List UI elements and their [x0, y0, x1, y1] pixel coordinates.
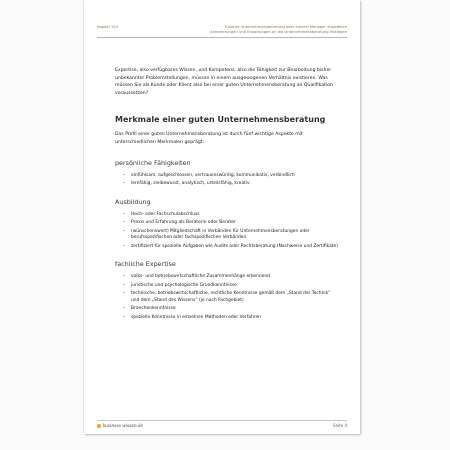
list-item: [115, 212, 340, 219]
expertise-list: [115, 274, 340, 321]
list-item: [115, 283, 340, 290]
dash-bullet: –: [123, 314, 126, 320]
header-title-line-2: Anforderungen und Erwartungen an die Unternehmensberatung festlegen: [210, 29, 347, 34]
page-footer: [97, 423, 347, 431]
dash-bullet: –: [123, 228, 126, 234]
logo-dot-icon: [97, 424, 101, 428]
list-item-text: juristische und psychologische Grundkenntnisse: [131, 282, 237, 288]
page-content: [115, 67, 340, 323]
group-heading-education: Ausbildung: [115, 197, 151, 206]
dash-bullet: –: [123, 274, 126, 280]
header-title-line-1: Externe Unternehmensberatung oder Interim Manager auswählen: [225, 25, 347, 29]
list-item: [115, 220, 340, 227]
list-item-text: (wünschenswert) Mitgliedschaft in Verbänden für Unternehmensberatungen oder berufsspezifischen oder fachspezifischen Verbänden: [131, 228, 310, 241]
education-list: [115, 212, 340, 251]
group-heading-personal-skills: persönliche Fähigkeiten: [115, 158, 191, 167]
dash-bullet: –: [123, 243, 126, 249]
document-page: [84, 0, 360, 434]
chapter-label: Kapitel 154: [97, 25, 118, 29]
list-item-text: einfühlsam, aufgeschlossen, vertrauenswürdig, kommunikativ, verbindlich: [131, 172, 295, 178]
footer-divider: [97, 420, 347, 421]
section-lead-paragraph: Das Profil einer guten Unternehmensberatung ist durch fünf wichtige Aspekte mit unterschiedlichen Merkmalen geprägt:: [115, 132, 303, 145]
list-item: [115, 274, 340, 281]
dash-bullet: –: [123, 211, 126, 217]
section-heading: Merkmale einer guten Unternehmensberatung: [115, 115, 326, 125]
list-item: [115, 315, 340, 322]
list-item-text: Hoch- oder Fachschulabschluss: [131, 211, 200, 217]
personal-skills-list: [115, 173, 340, 188]
logo-text: business-wissen.de: [102, 423, 144, 428]
group-heading-expertise: fachliche Expertise: [115, 260, 176, 269]
page-number: Seite 4: [333, 423, 347, 428]
list-item-text: Branchenkenntnisse: [131, 306, 176, 312]
list-item-text: zertifiziert für spezielle Aufgaben wie Audits oder Rechtsberatung (Nachweise und Zertifikate): [131, 243, 338, 249]
dash-bullet: –: [123, 220, 126, 226]
list-item-text: lernfähig, zielbewusst, analytisch, urteilsfähig, kreativ: [131, 181, 250, 187]
list-item: [115, 291, 340, 304]
list-item-text: volks- und betriebswirtschaftliche Zusammenhänge erkennend: [131, 274, 270, 280]
list-item: [115, 244, 340, 251]
list-item: [115, 229, 340, 242]
dash-bullet: –: [123, 282, 126, 288]
page-header: [97, 25, 347, 41]
list-item-text: technische, betriebswirtschaftliche, rechtliche Kenntnisse gemäß dem „Stand der Technik“ und dem „Stand des Wissens“ (je nach Fachgebiet): [131, 291, 331, 303]
list-item: [115, 173, 340, 180]
list-item: [115, 181, 340, 188]
list-item-text: spezielle Kenntnisse in einzelnen Methoden oder Verfahren: [131, 314, 261, 320]
dash-bullet: –: [123, 181, 126, 187]
header-divider: [97, 37, 347, 38]
dash-bullet: –: [123, 291, 126, 297]
dash-bullet: –: [123, 172, 126, 178]
dash-bullet: –: [123, 306, 126, 312]
business-wissen-logo: [97, 423, 143, 428]
intro-paragraph: Expertise, also verfügbares Wissen, und Kompetenz, also die Fähigkeit zur Bearbeitung bisher unbekannter Problemstellungen, müssen in einem ausgewogenen Verhältnis existieren. Was müssen Sie als Kunde oder Klient also bei einer guten Unternehmensberatung an Qualifikation voraussetzen?: [115, 68, 333, 96]
list-item: [115, 306, 340, 313]
list-item-text: Praxis und Erfahrung als Beraterin oder Berater: [131, 220, 236, 226]
